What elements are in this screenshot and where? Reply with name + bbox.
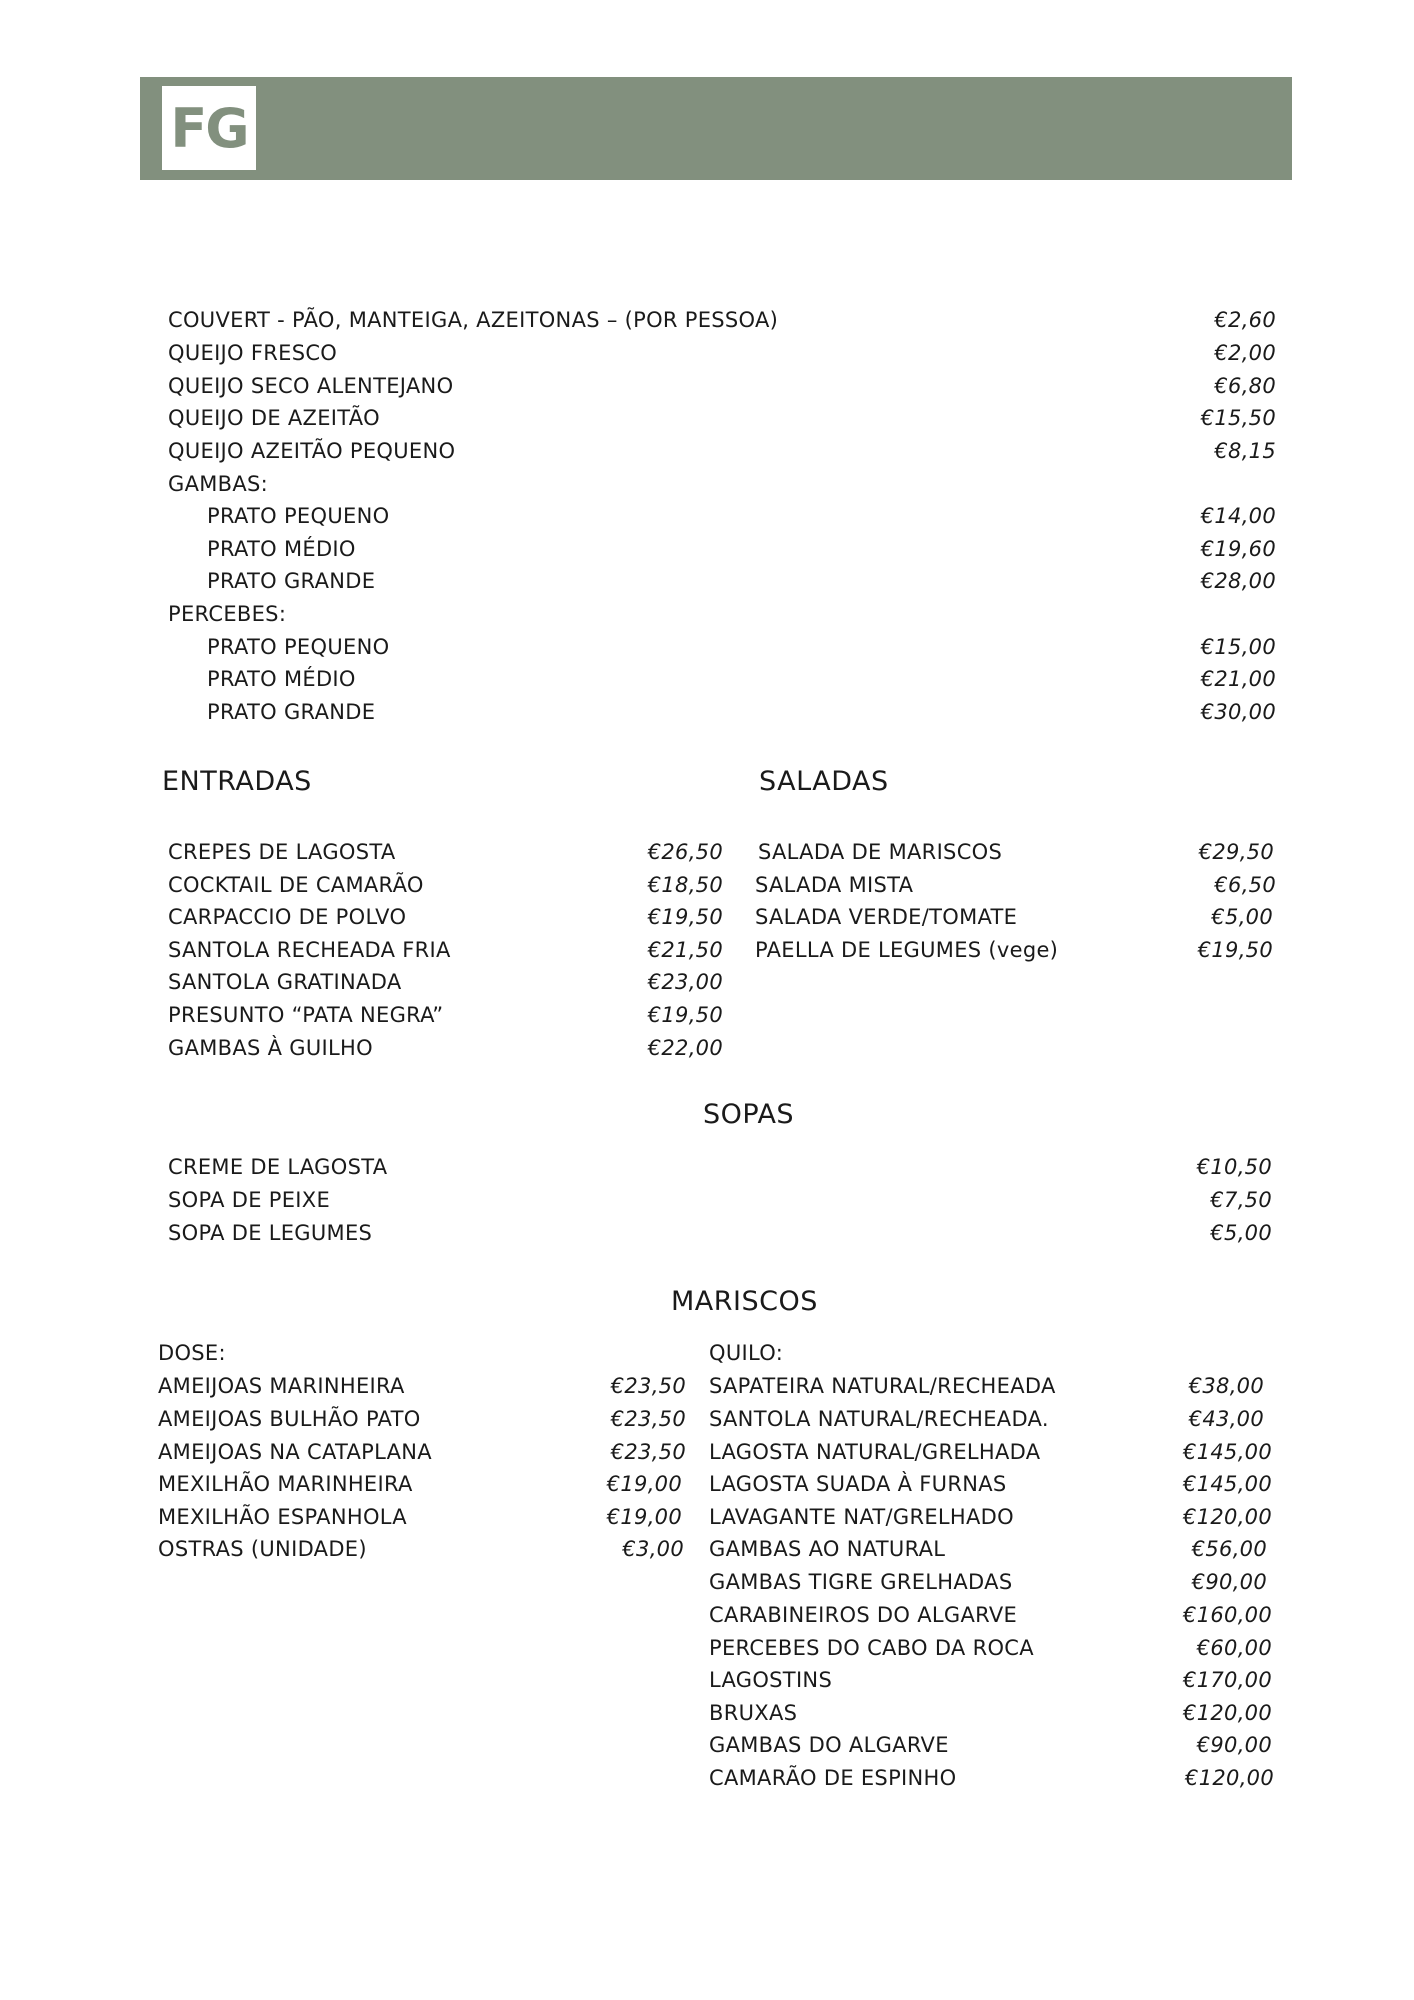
menu-item — [168, 372, 1276, 400]
quilo-item — [709, 1634, 1272, 1662]
item-price: €38,00 — [1188, 1374, 1264, 1398]
item-price: €145,00 — [1183, 1440, 1272, 1464]
item-price: €15,00 — [1200, 635, 1276, 659]
item-name: LAGOSTINS — [709, 1668, 833, 1692]
quilo-item — [709, 1601, 1272, 1629]
item-name: CARPACCIO DE POLVO — [168, 905, 407, 929]
item-name: GAMBAS TIGRE GRELHADAS — [709, 1570, 1013, 1594]
item-name: OSTRAS (UNIDADE) — [158, 1537, 367, 1561]
saladas-item — [755, 903, 1273, 931]
item-price: €29,50 — [1198, 840, 1274, 864]
quilo-item — [709, 1731, 1272, 1759]
item-name: CAMARÃO DE ESPINHO — [709, 1766, 957, 1790]
subheading-label: GAMBAS: — [168, 472, 269, 496]
item-name: LAGOSTA NATURAL/GRELHADA — [709, 1440, 1041, 1464]
dose-label — [158, 1339, 358, 1367]
item-name: QUEIJO FRESCO — [168, 341, 338, 365]
item-price: €30,00 — [1200, 700, 1276, 724]
item-name: PRATO MÉDIO — [207, 667, 356, 691]
item-name: SANTOLA RECHEADA FRIA — [168, 938, 451, 962]
menu-item — [207, 502, 1276, 530]
item-name: GAMBAS À GUILHO — [168, 1036, 373, 1060]
sopas-item — [168, 1219, 1272, 1247]
item-price: €56,00 — [1191, 1537, 1267, 1561]
item-name: SALADA MISTA — [755, 873, 914, 897]
quilo-item — [709, 1764, 1274, 1792]
menu-subheading — [168, 470, 1276, 498]
dose-item — [158, 1372, 686, 1400]
item-price: €6,80 — [1214, 374, 1276, 398]
quilo-item — [709, 1699, 1272, 1727]
item-name: CARABINEIROS DO ALGARVE — [709, 1603, 1018, 1627]
entradas-item — [168, 838, 723, 866]
item-price: €120,00 — [1183, 1505, 1272, 1529]
quilo-item — [709, 1470, 1272, 1498]
item-name: PRATO PEQUENO — [207, 504, 390, 528]
item-price: €19,50 — [1197, 938, 1273, 962]
item-price: €8,15 — [1214, 439, 1276, 463]
item-price: €19,60 — [1200, 537, 1276, 561]
item-price: €19,00 — [606, 1472, 682, 1496]
item-name: GAMBAS DO ALGARVE — [709, 1733, 949, 1757]
quilo-item — [709, 1372, 1264, 1400]
sopas-item — [168, 1186, 1272, 1214]
item-price: €23,50 — [610, 1374, 686, 1398]
quilo-item — [709, 1535, 1267, 1563]
item-price: €22,00 — [647, 1036, 723, 1060]
menu-item — [207, 665, 1276, 693]
saladas-item — [758, 838, 1274, 866]
item-name: SAPATEIRA NATURAL/RECHEADA — [709, 1374, 1056, 1398]
entradas-item — [168, 936, 723, 964]
item-price: €120,00 — [1183, 1701, 1272, 1725]
dose-item — [158, 1535, 684, 1563]
saladas-item — [755, 936, 1273, 964]
entradas-item — [168, 1001, 723, 1029]
item-name: SANTOLA NATURAL/RECHEADA. — [709, 1407, 1049, 1431]
item-price: €23,50 — [610, 1440, 686, 1464]
logo-text: FG — [170, 96, 248, 160]
item-price: €90,00 — [1191, 1570, 1267, 1594]
entradas-item — [168, 1034, 723, 1062]
header-banner — [140, 77, 1292, 180]
item-price: €21,50 — [647, 938, 723, 962]
item-name: COCKTAIL DE CAMARÃO — [168, 873, 424, 897]
item-name: AMEIJOAS MARINHEIRA — [158, 1374, 405, 1398]
item-name: QUEIJO DE AZEITÃO — [168, 406, 380, 430]
item-price: €60,00 — [1196, 1636, 1272, 1660]
item-price: €7,50 — [1210, 1188, 1272, 1212]
item-price: €5,00 — [1210, 1221, 1272, 1245]
item-name: PRATO GRANDE — [207, 569, 376, 593]
item-price: €160,00 — [1183, 1603, 1272, 1627]
menu-subheading — [168, 600, 1276, 628]
item-name: SALADA VERDE/TOMATE — [755, 905, 1018, 929]
item-price: €90,00 — [1196, 1733, 1272, 1757]
menu-item — [168, 404, 1276, 432]
quilo-item — [709, 1568, 1267, 1596]
item-price: €2,60 — [1214, 308, 1276, 332]
entradas-item — [168, 903, 723, 931]
quilo-item — [709, 1503, 1272, 1531]
dose-label-text: DOSE: — [158, 1341, 226, 1365]
quilo-item — [709, 1405, 1264, 1433]
item-name: SALADA DE MARISCOS — [758, 840, 1003, 864]
saladas-item — [755, 871, 1276, 899]
item-price: €15,50 — [1200, 406, 1276, 430]
item-price: €19,50 — [647, 1003, 723, 1027]
menu-item — [207, 698, 1276, 726]
item-price: €2,00 — [1214, 341, 1276, 365]
subheading-label: PERCEBES: — [168, 602, 287, 626]
quilo-item — [709, 1666, 1272, 1694]
item-name: LAGOSTA SUADA À FURNAS — [709, 1472, 1007, 1496]
item-name: PERCEBES DO CABO DA ROCA — [709, 1636, 1034, 1660]
item-price: €23,50 — [610, 1407, 686, 1431]
item-price: €21,00 — [1200, 667, 1276, 691]
section-title-saladas: SALADAS — [759, 766, 889, 797]
item-name: PRESUNTO “PATA NEGRA” — [168, 1003, 444, 1027]
menu-item-couvert — [168, 306, 1276, 334]
dose-item — [158, 1405, 686, 1433]
item-name: PRATO PEQUENO — [207, 635, 390, 659]
item-price: €120,00 — [1185, 1766, 1274, 1790]
item-price: €18,50 — [647, 873, 723, 897]
menu-item — [168, 339, 1276, 367]
item-name: BRUXAS — [709, 1701, 798, 1725]
sopas-item — [168, 1153, 1272, 1181]
section-title-entradas: ENTRADAS — [162, 766, 312, 797]
entradas-item — [168, 871, 723, 899]
item-price: €145,00 — [1183, 1472, 1272, 1496]
item-price: €6,50 — [1214, 873, 1276, 897]
item-price: €3,00 — [622, 1537, 684, 1561]
section-title-mariscos: MARISCOS — [671, 1286, 818, 1317]
item-name: GAMBAS AO NATURAL — [709, 1537, 946, 1561]
item-price: €23,00 — [647, 970, 723, 994]
quilo-label — [709, 1339, 909, 1367]
item-name: AMEIJOAS BULHÃO PATO — [158, 1407, 421, 1431]
item-name: SOPA DE PEIXE — [168, 1188, 331, 1212]
quilo-label-text: QUILO: — [709, 1341, 784, 1365]
item-name: PRATO MÉDIO — [207, 537, 356, 561]
entradas-item — [168, 968, 723, 996]
item-name: MEXILHÃO MARINHEIRA — [158, 1472, 413, 1496]
item-name: COUVERT - PÃO, MANTEIGA, AZEITONAS – (POR PESSOA) — [168, 308, 779, 332]
fg-logo — [162, 86, 256, 170]
item-name: MEXILHÃO ESPANHOLA — [158, 1505, 407, 1529]
item-name: CREPES DE LAGOSTA — [168, 840, 396, 864]
item-price: €5,00 — [1211, 905, 1273, 929]
quilo-item — [709, 1438, 1272, 1466]
item-name: QUEIJO SECO ALENTEJANO — [168, 374, 454, 398]
item-name: LAVAGANTE NAT/GRELHADO — [709, 1505, 1014, 1529]
menu-item — [207, 633, 1276, 661]
section-title-sopas: SOPAS — [703, 1099, 795, 1130]
menu-item — [207, 567, 1276, 595]
item-price: €14,00 — [1200, 504, 1276, 528]
item-price: €19,00 — [606, 1505, 682, 1529]
menu-item — [168, 437, 1276, 465]
item-price: €43,00 — [1188, 1407, 1264, 1431]
dose-item — [158, 1503, 682, 1531]
item-price: €19,50 — [647, 905, 723, 929]
item-name: SANTOLA GRATINADA — [168, 970, 402, 994]
dose-item — [158, 1470, 682, 1498]
item-name: PRATO GRANDE — [207, 700, 376, 724]
item-name: QUEIJO AZEITÃO PEQUENO — [168, 439, 456, 463]
item-name: CREME DE LAGOSTA — [168, 1155, 388, 1179]
menu-item — [207, 535, 1276, 563]
item-price: €170,00 — [1183, 1668, 1272, 1692]
item-name: AMEIJOAS NA CATAPLANA — [158, 1440, 432, 1464]
item-price: €26,50 — [647, 840, 723, 864]
item-price: €10,50 — [1196, 1155, 1272, 1179]
item-price: €28,00 — [1200, 569, 1276, 593]
item-name: SOPA DE LEGUMES — [168, 1221, 373, 1245]
item-name: PAELLA DE LEGUMES (vege) — [755, 938, 1059, 962]
dose-item — [158, 1438, 686, 1466]
